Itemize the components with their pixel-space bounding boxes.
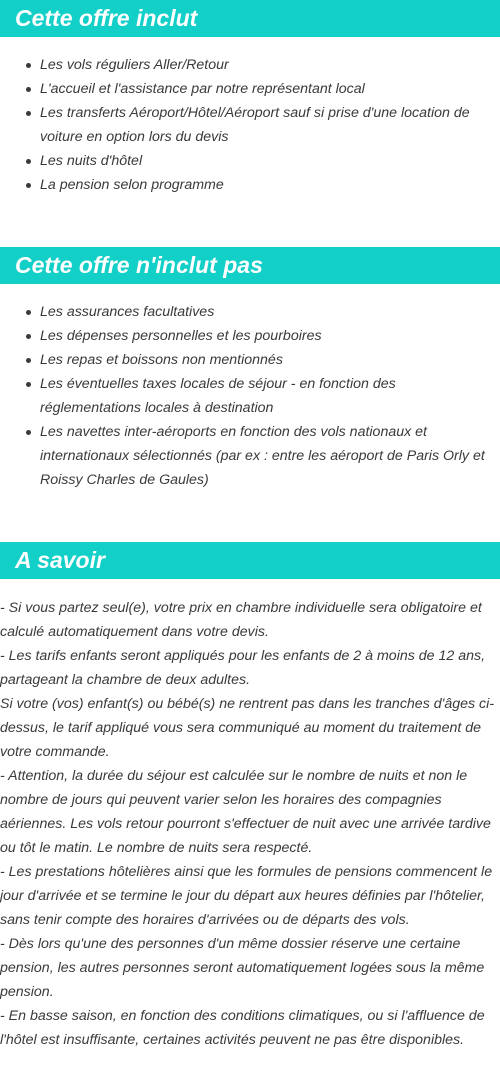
list-item: Les transferts Aéroport/Hôtel/Aéroport sauf si prise d'une location de voiture en option lors du devis: [0, 101, 500, 149]
bullet-icon: [26, 111, 31, 116]
savoir-paragraph: - Les tarifs enfants seront appliqués pour les enfants de 2 à moins de 12 ans, partageant la chambre de deux adultes.: [0, 648, 486, 688]
list-item: Les nuits d'hôtel: [0, 149, 500, 173]
list-item: Les dépenses personnelles et les pourboires: [0, 324, 500, 348]
list-item: Les éventuelles taxes locales de séjour - en fonction des réglementations locales à destination: [0, 372, 500, 420]
excludes-header: [0, 247, 500, 284]
list-item: L'accueil et l'assistance par notre représentant local: [0, 77, 500, 101]
bullet-icon: [26, 159, 31, 164]
list-item: Les vols réguliers Aller/Retour: [0, 53, 500, 77]
savoir-title: A savoir: [15, 547, 105, 573]
savoir-paragraph: - Si vous partez seul(e), votre prix en chambre individuelle sera obligatoire et calculé automatiquement dans votre devis.: [0, 600, 482, 640]
savoir-paragraph: - En basse saison, en fonction des conditions climatiques, ou si l'affluence de l'hôtel est insuffisante, certaines activités peuvent ne pas être disponibles.: [0, 1008, 485, 1048]
savoir-paragraph: - Dès lors qu'une des personnes d'un même dossier réserve une certaine pension, les autres personnes seront automatiquement logées sous la même pension.: [0, 936, 485, 1000]
excludes-title: Cette offre n'inclut pas: [15, 252, 263, 278]
includes-list: [0, 53, 500, 197]
savoir-text: [0, 596, 496, 1052]
savoir-paragraph: - Attention, la durée du séjour est calculée sur le nombre de nuits et non le nombre de jours qui peuvent varier selon les horaires des compagnies aériennes. Les vols retour pourront s'effectuer de nuit avec une arrivée tardive ou tôt le matin. Le nombre de nuits sera respecté.: [0, 768, 491, 856]
bullet-icon: [26, 63, 31, 68]
bullet-icon: [26, 87, 31, 92]
includes-header: [0, 0, 500, 37]
savoir-paragraph: - Les prestations hôtelières ainsi que les formules de pensions commencent le jour d'arrivée et se termine le jour du départ aux heures définies par l'hôtelier, sans tenir compte des horaires d'arrivées ou de départs des vols.: [0, 864, 493, 928]
includes-title: Cette offre inclut: [15, 5, 198, 31]
list-item: La pension selon programme: [0, 173, 500, 197]
bullet-icon: [26, 382, 31, 387]
bullet-icon: [26, 358, 31, 363]
list-item: Les assurances facultatives: [0, 300, 500, 324]
bullet-icon: [26, 334, 31, 339]
bullet-icon: [26, 310, 31, 315]
excludes-list: [0, 300, 500, 492]
savoir-paragraph: Si votre (vos) enfant(s) ou bébé(s) ne rentrent pas dans les tranches d'âges ci-dessus, le tarif appliqué vous sera communiqué au moment du traitement de votre commande.: [0, 696, 494, 760]
list-item: Les navettes inter-aéroports en fonction des vols nationaux et internationaux sélectionnés (par ex : entre les aéroport de Paris Orly et Roissy Charles de Gaules): [0, 420, 500, 492]
list-item: Les repas et boissons non mentionnés: [0, 348, 500, 372]
savoir-header: [0, 542, 500, 579]
bullet-icon: [26, 183, 31, 188]
bullet-icon: [26, 430, 31, 435]
